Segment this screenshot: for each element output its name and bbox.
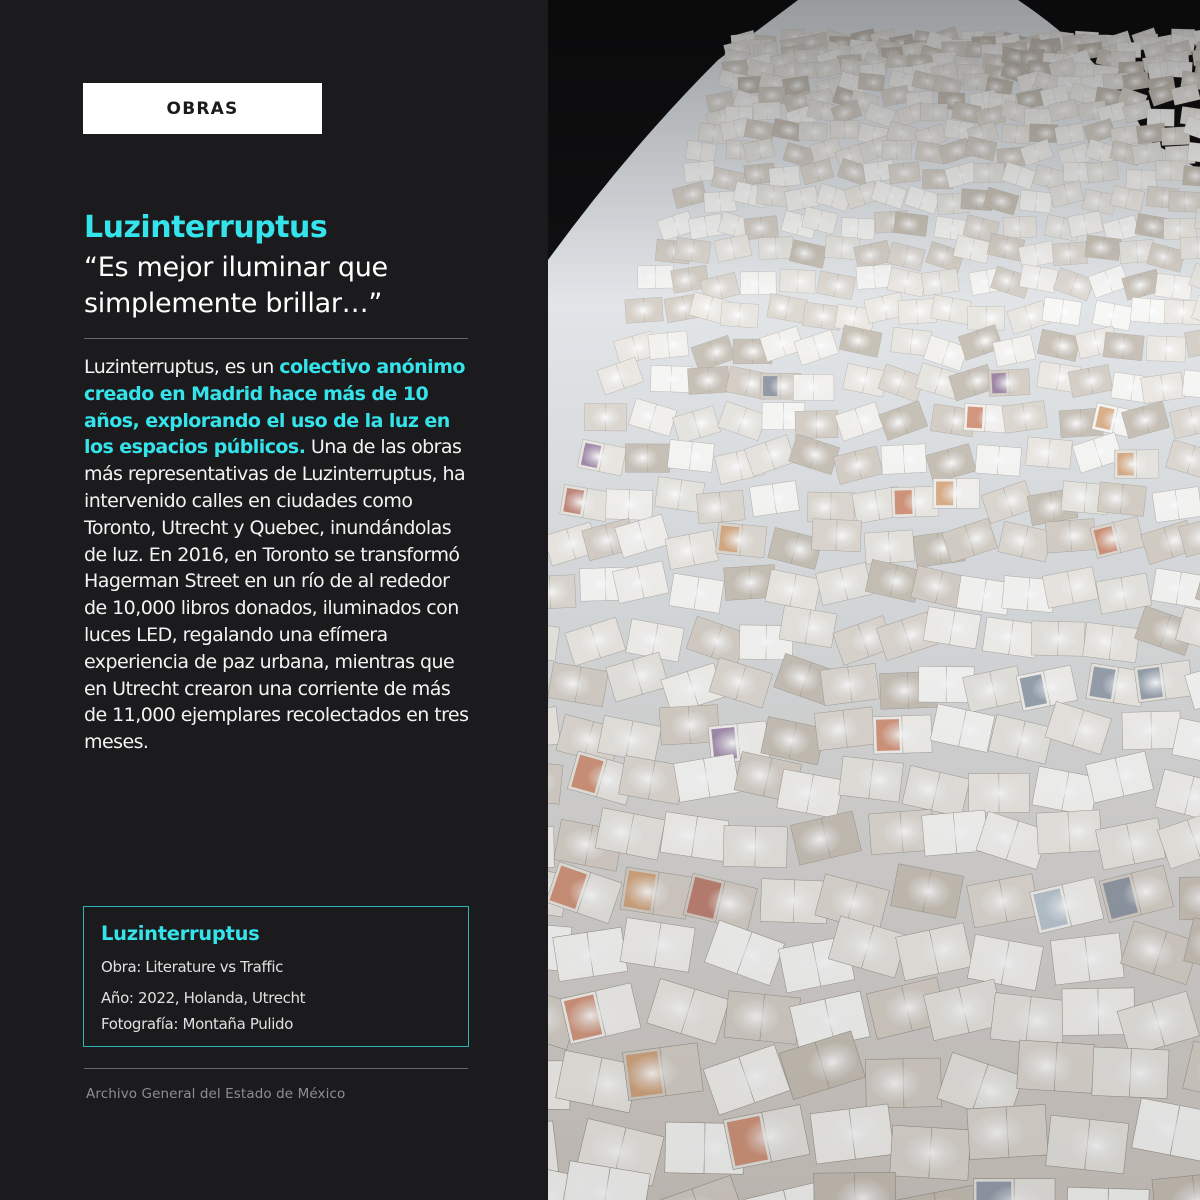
divider-top: [84, 338, 468, 339]
description-intro: Luzinterruptus, es un: [84, 356, 280, 378]
description-highlight: colectivo anónimo creado en Madrid hace más de 10 años, explorando el uso de la luz en los espacios públicos.: [84, 356, 465, 459]
description-rest: Una de las obras más representativas de Luzinterruptus, ha intervenido calles en ciudades como Toronto, Utrecht y Quebec, inundándolas de luz. En 2016, en Toronto se transformó Hagerman Street en un río de al rededor de 10,000 libros donados, iluminados con luces LED, regalando una efímera experiencia de paz urbana, mientras que en Utrecht crearon una corriente de más de 11,000 ejemplares recolectados en tres meses.: [84, 436, 469, 754]
credits-box: [83, 906, 469, 1047]
credits-year: Año: 2022, Holanda, Utrecht: [101, 989, 306, 1007]
credits-title: Luzinterruptus: [101, 922, 260, 945]
description-text: [84, 354, 476, 756]
book-river-illustration: [548, 0, 1200, 1200]
footer-source: Archivo General del Estado de México: [86, 1086, 346, 1102]
info-panel: [0, 0, 548, 1200]
artwork-title: Luzinterruptus: [84, 210, 328, 245]
section-tag: OBRAS: [83, 83, 322, 134]
divider-bottom: [84, 1068, 468, 1069]
credits-photo: Fotografía: Montaña Pulido: [101, 1015, 294, 1033]
artwork-photo: [548, 0, 1200, 1200]
artist-quote: “Es mejor iluminar que simplemente brillar…”: [84, 252, 388, 319]
credits-work: Obra: Literature vs Traffic: [101, 958, 284, 976]
